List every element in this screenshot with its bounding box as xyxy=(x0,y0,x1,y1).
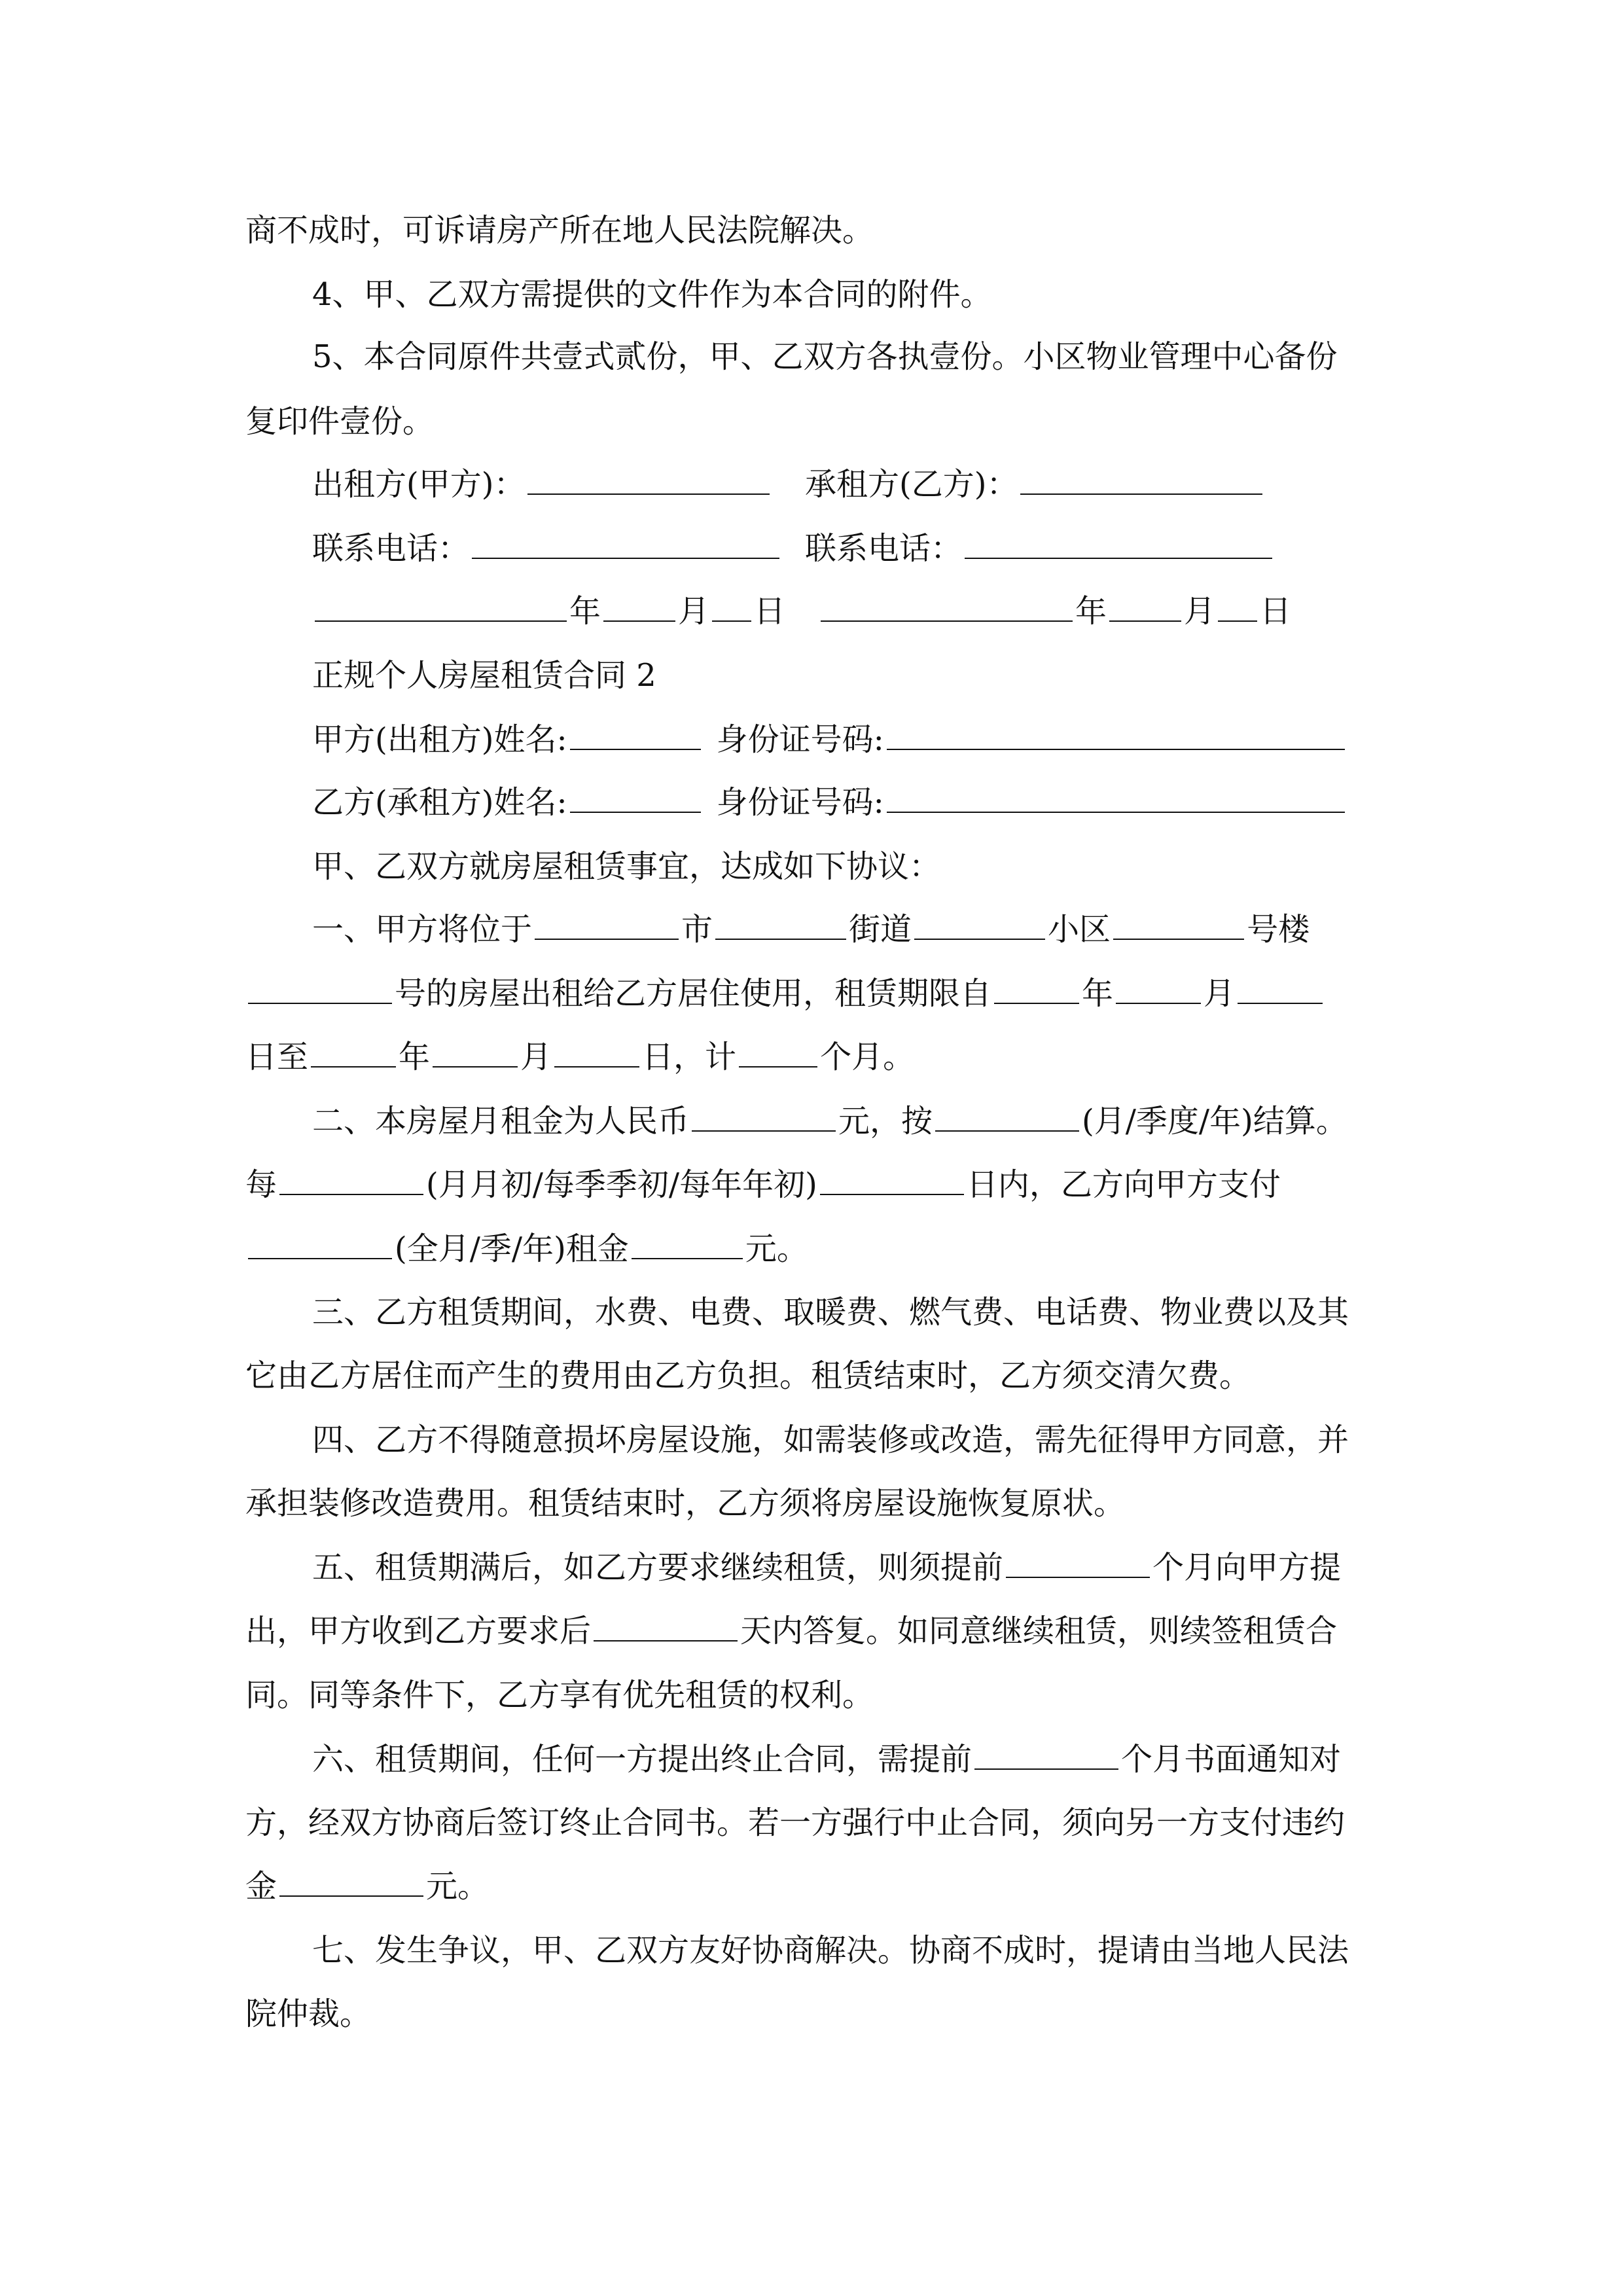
text-line: 商不成时，可诉请房产所在地人民法院解决。 xyxy=(245,212,874,249)
building-blank[interactable] xyxy=(1113,910,1244,940)
lessor-phone-blank[interactable] xyxy=(472,529,779,559)
clause-1-line: 日至 年 月 日，计 个月。 xyxy=(245,1039,915,1075)
year-blank[interactable] xyxy=(315,592,567,622)
clause-1-line: 一、甲方将位于 市 街道 小区 号楼 xyxy=(312,911,1310,948)
party-b-id-blank[interactable] xyxy=(887,783,1345,813)
clause-5-line: 同。同等条件下，乙方享有优先租赁的权利。 xyxy=(245,1677,874,1713)
month-blank[interactable] xyxy=(1109,592,1181,622)
lessor-name-blank[interactable] xyxy=(527,465,770,495)
clause-3-line: 它由乙方居住而产生的费用由乙方负担。租赁结束时，乙方须交清欠费。 xyxy=(245,1357,1251,1394)
month-blank[interactable] xyxy=(603,592,675,622)
renewal-notice-blank[interactable] xyxy=(1006,1548,1150,1578)
end-year-blank[interactable] xyxy=(311,1037,396,1067)
signature-line-lessor: 出租方(甲方)： xyxy=(312,465,772,504)
city-blank[interactable] xyxy=(535,910,679,940)
term-months-blank[interactable] xyxy=(739,1037,817,1067)
end-day-blank[interactable] xyxy=(554,1037,639,1067)
day-blank[interactable] xyxy=(712,592,751,622)
signature-line-lessee: 承租方(乙方)： xyxy=(805,465,1265,504)
rent-amount-blank[interactable] xyxy=(632,1229,743,1259)
clause-2-line: (全月/季/年)租金 元。 xyxy=(245,1229,808,1268)
clause-6-line: 六、租赁期间，任何一方提出终止合同，需提前 个月书面通知对 xyxy=(312,1741,1342,1778)
clause-6-line: 金 元。 xyxy=(245,1868,490,1905)
text-line: 5、本合同原件共壹式贰份，甲、乙双方各执壹份。小区物业管理中心备份 xyxy=(312,338,1338,375)
start-month-blank[interactable] xyxy=(1116,974,1201,1004)
community-blank[interactable] xyxy=(914,910,1045,940)
party-b-name-blank[interactable] xyxy=(570,783,701,813)
clause-5-line: 出，甲方收到乙方要求后 天内答复。如同意继续租赁，则续签租赁合 xyxy=(245,1613,1338,1649)
street-blank[interactable] xyxy=(715,910,846,940)
clause-4-line: 承担装修改造费用。租赁结束时，乙方须将房屋设施恢复原状。 xyxy=(245,1485,1126,1522)
clause-2-line: 二、本房屋月租金为人民币 元，按 (月/季度/年)结算。 xyxy=(312,1103,1347,1139)
clause-3-line: 三、乙方租赁期间，水费、电费、取暖费、燃气费、电话费、物业费以及其 xyxy=(312,1294,1349,1331)
penalty-amount-blank[interactable] xyxy=(279,1867,423,1897)
monthly-rent-blank[interactable] xyxy=(692,1102,836,1132)
text-line: 复印件壹份。 xyxy=(245,403,435,440)
settlement-period-blank[interactable] xyxy=(935,1102,1079,1132)
clause-2-line: 每 (月月初/每季季初/每年年初) 日内，乙方向甲方支付 xyxy=(245,1166,1281,1203)
phone-line-lessor: 联系电话： xyxy=(312,529,782,568)
payment-day-blank[interactable] xyxy=(820,1165,964,1195)
reply-days-blank[interactable] xyxy=(594,1611,738,1641)
payment-period-blank[interactable] xyxy=(248,1229,392,1259)
clause-6-line: 方，经双方协商后签订终止合同书。若一方强行中止合同，须向另一方支付违约 xyxy=(245,1804,1346,1841)
start-day-blank[interactable] xyxy=(1238,974,1323,1004)
end-month-blank[interactable] xyxy=(433,1037,518,1067)
date-line-lessor: 年 月 日 xyxy=(312,592,785,631)
party-b-line: 乙方(承租方)姓名: 身份证号码: xyxy=(312,783,1347,822)
lessee-name-blank[interactable] xyxy=(1020,465,1262,495)
party-a-line: 甲方(出租方)姓名: 身份证号码: xyxy=(312,720,1347,759)
clause-4-line: 四、乙方不得随意损坏房屋设施，如需装修或改造，需先征得甲方同意，并 xyxy=(312,1422,1349,1458)
room-number-blank[interactable] xyxy=(248,974,392,1004)
phone-line-lessee: 联系电话： xyxy=(805,529,1275,568)
clause-7-line: 七、发生争议，甲、乙双方友好协商解决。协商不成时，提请由当地人民法 xyxy=(312,1932,1349,1969)
clause-5-line: 五、租赁期满后，如乙方要求继续租赁，则须提前 个月向甲方提 xyxy=(312,1549,1342,1586)
year-blank[interactable] xyxy=(821,592,1073,622)
party-a-id-blank[interactable] xyxy=(887,720,1345,750)
payment-timing-blank[interactable] xyxy=(279,1165,423,1195)
party-a-name-blank[interactable] xyxy=(570,720,701,750)
termination-notice-blank[interactable] xyxy=(974,1740,1118,1770)
start-year-blank[interactable] xyxy=(994,974,1079,1004)
day-blank[interactable] xyxy=(1218,592,1257,622)
date-line-lessee: 年 月 日 xyxy=(818,592,1291,631)
section-title: 正规个人房屋租赁合同 2 xyxy=(312,657,656,694)
text-line: 甲、乙双方就房屋租赁事宜，达成如下协议： xyxy=(312,848,941,885)
lessee-phone-blank[interactable] xyxy=(965,529,1272,559)
clause-1-line: 号的房屋出租给乙方居住使用，租赁期限自 年 月 xyxy=(245,974,1325,1013)
clause-7-line: 院仲裁。 xyxy=(245,1996,372,2032)
text-line: 4、甲、乙双方需提供的文件作为本合同的附件。 xyxy=(312,276,992,313)
